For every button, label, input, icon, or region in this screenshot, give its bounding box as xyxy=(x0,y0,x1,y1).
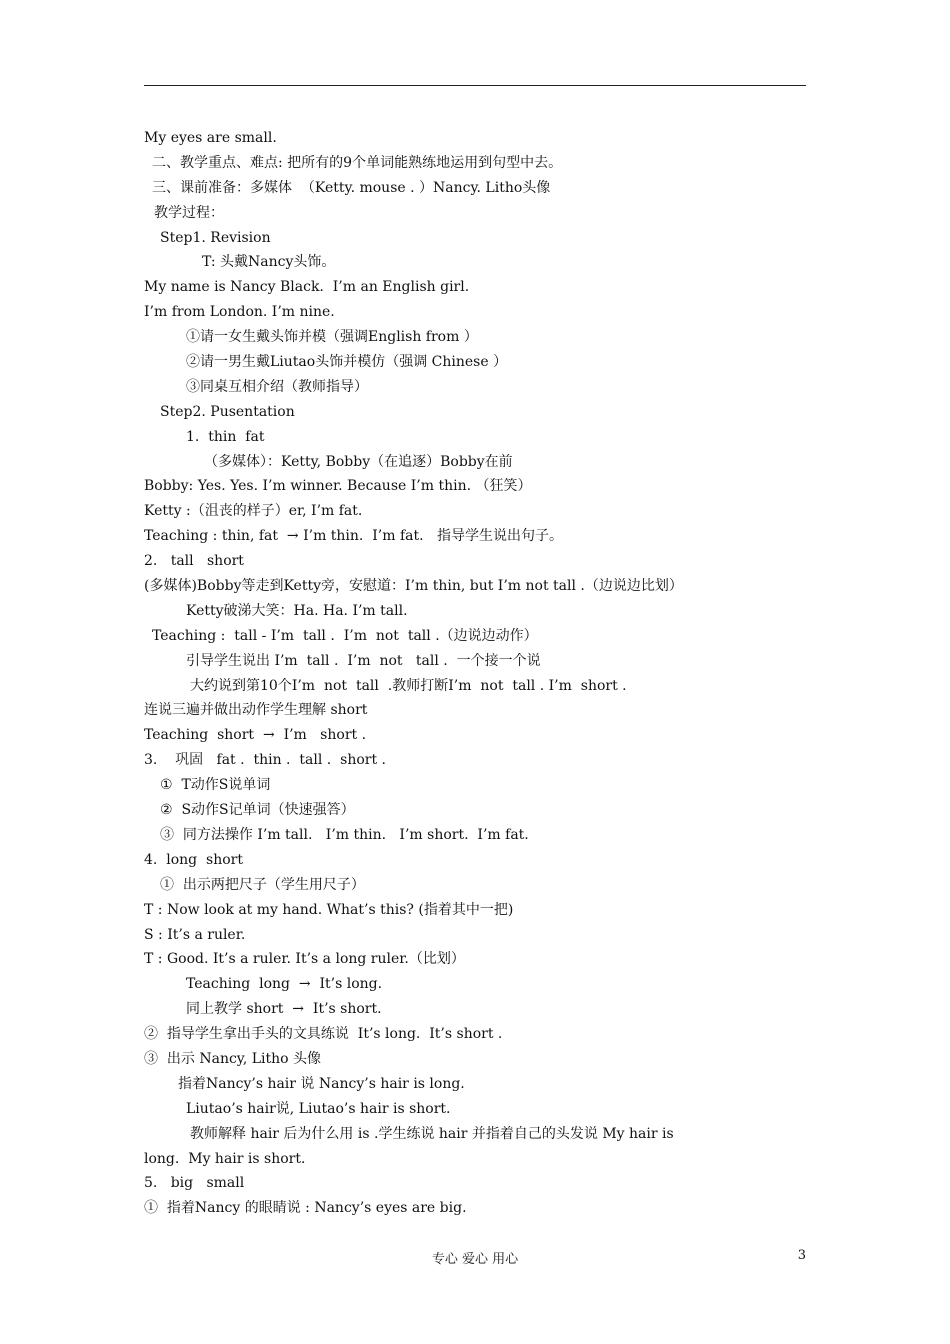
text-line: ① 出示两把尺子（学生用尺子） xyxy=(160,876,365,893)
text-line: ① 指着Nancy 的眼睛说 : Nancy’s eyes are big. xyxy=(144,1200,467,1217)
text-line: I’m from London. I’m nine. xyxy=(144,304,335,321)
text-line: Teaching long → It’s long. xyxy=(186,976,383,993)
text-line: Liutao’s hair说, Liutao’s hair is short. xyxy=(186,1100,451,1117)
text-line: ① T动作S说单词 xyxy=(160,777,271,794)
document-body xyxy=(144,126,808,1221)
text-line: ③ 同方法操作 I’m tall. I’m thin. I’m short. I’m fat. xyxy=(160,826,529,843)
text-line: ③ 出示 Nancy, Litho 头像 xyxy=(144,1050,322,1067)
text-line: （多媒体）：Ketty, Bobby（在追逐）Bobby在前 xyxy=(204,453,513,470)
text-line: Teaching : thin, fat → I’m thin. I’m fat. 指导学生说出句子。 xyxy=(144,528,563,545)
text-line: 3. 巩固 fat . thin . tall . short . xyxy=(144,752,386,769)
text-line: 指着Nancy’s hair 说 Nancy’s hair is long. xyxy=(178,1075,465,1092)
text-line: Ketty破涕大笑：Ha. Ha. I’m tall. xyxy=(186,602,408,619)
text-line: My name is Nancy Black. I’m an English girl. xyxy=(144,279,470,296)
text-line: 连说三遍并做出动作学生理解 short xyxy=(144,702,368,719)
text-line: ①请一女生戴头饰并模（强调English from ） xyxy=(186,329,478,346)
text-line: ②请一男生戴Liutao头饰并模仿（强调 Chinese ） xyxy=(186,354,508,371)
text-line: ② S动作S记单词（快速强答） xyxy=(160,802,355,819)
text-line: (多媒体)Bobby等走到Ketty旁，安慰道：I’m thin, but I’m not tall .（边说边比划） xyxy=(144,578,683,595)
text-line: 4. long short xyxy=(144,851,243,868)
text-line: 教师解释 hair 后为什么用 is .学生练说 hair 并指着自己的头发说 My hair is xyxy=(190,1125,674,1142)
text-line: Step1. Revision xyxy=(160,229,271,246)
text-line: 二、教学重点、难点: 把所有的9个单词能熟练地运用到句型中去。 xyxy=(152,154,563,171)
text-line: ② 指导学生拿出手头的文具练说 It’s long. It’s short . xyxy=(144,1026,503,1043)
text-line: 1. thin fat xyxy=(186,428,265,445)
text-line: 大约说到第10个I’m not tall .教师打断I’m not tall . I’m short . xyxy=(190,677,627,694)
text-line: long. My hair is short. xyxy=(144,1150,306,1167)
text-line: T : Good. It’s a ruler. It’s a long ruler.（比划） xyxy=(144,951,465,968)
text-line: ③同桌互相介绍（教师指导） xyxy=(186,378,368,395)
text-line: 5. big small xyxy=(144,1175,245,1192)
text-line: 2. tall short xyxy=(144,553,244,570)
text-line: Ketty :（沮丧的样子）er, I’m fat. xyxy=(144,503,363,520)
text-line: 引导学生说出 I’m tall . I’m not tall . 一个接一个说 xyxy=(186,652,541,669)
header-rule xyxy=(144,85,806,86)
text-line: T : Now look at my hand. What’s this? (指着其中一把) xyxy=(144,901,514,918)
text-line: 教学过程： xyxy=(154,204,224,221)
footer-motto: 专心 爱心 用心 xyxy=(431,1252,519,1267)
page-number: 3 xyxy=(797,1248,806,1263)
text-line: Bobby: Yes. Yes. I’m winner. Because I’m thin. （狂笑） xyxy=(144,478,532,495)
text-line: S : It’s a ruler. xyxy=(144,926,246,943)
text-line: Step2. Pusentation xyxy=(160,403,295,420)
text-line: T: 头戴Nancy头饰。 xyxy=(202,254,336,271)
text-line: Teaching short → I’m short . xyxy=(144,727,367,744)
text-line: My eyes are small. xyxy=(144,130,277,146)
text-line: 三、课前准备：多媒体 （Ketty. mouse . ）Nancy. Litho头像 xyxy=(152,179,551,196)
text-line: 同上教学 short → It’s short. xyxy=(186,1001,382,1018)
text-line: Teaching : tall - I’m tall . I’m not tall .（边说边动作） xyxy=(152,627,538,644)
